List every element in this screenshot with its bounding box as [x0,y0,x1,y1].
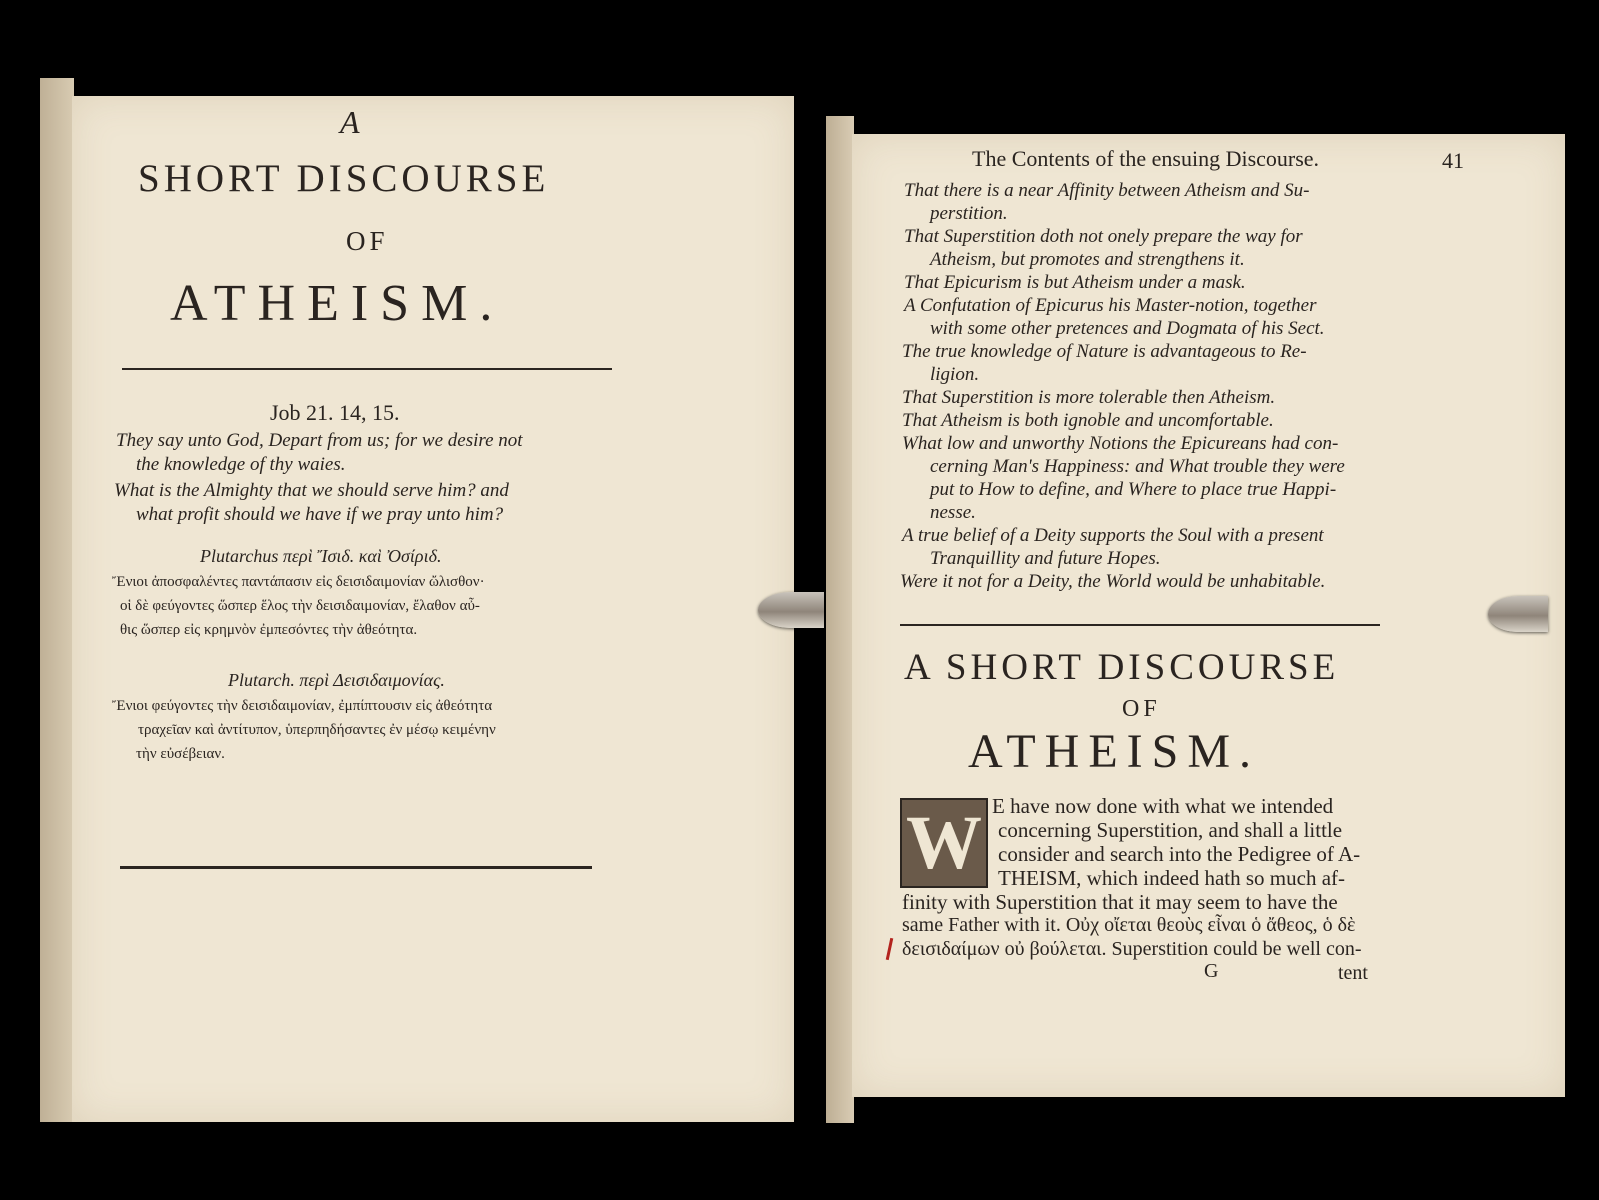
contents-line: A Confutation of Epicurus his Master-notion, together [904,295,1317,316]
contents-line: Atheism, but promotes and strengthens it. [930,249,1245,270]
top-rule [122,368,612,370]
body-line: δεισιδαίμων οὐ βούλεται. Superstition could be well con- [902,938,1362,960]
contents-line: cerning Man's Happiness: and What trouble they were [930,456,1345,477]
right-page-gutter [826,116,854,1123]
contents-line: A true belief of a Deity supports the Soul with a present [902,525,1324,546]
page-tab-marker [758,592,824,628]
body-line: same Father with it. Οὐχ οἴεται θεοὺς εἶναι ὁ ἄθεος, ὁ δὲ [902,914,1356,936]
contents-line: That Superstition doth not onely prepare the way for [904,226,1303,247]
left-page-gutter [40,78,74,1122]
contents-line: ligion. [930,364,980,385]
contents-line: Tranquillity and future Hopes. [930,548,1161,569]
bottom-rule [120,866,592,869]
contents-line: with some other pretences and Dogmata of his Sect. [930,318,1325,339]
greek-quote-line: Ἔνιοι φεύγοντες τὴν δεισιδαιμονίαν, ἐμπίπτουσιν εἰς ἀθεότητα [112,698,493,714]
contents-line: Were it not for a Deity, the World would be unhabitable. [900,571,1326,592]
page-tab-marker [1488,596,1548,632]
contents-line: That Superstition is more tolerable then Atheism. [902,387,1276,408]
catchword: tent [1338,962,1368,984]
title-of: OF [346,226,389,256]
greek-quote-line: θις ὥσπερ εἰς κρημνὸν ἐμπεσόντες τὴν ἀθεότητα. [120,622,418,638]
body-line: finity with Superstition that it may seem to have the [902,890,1338,914]
contents-line: That Epicurism is but Atheism under a mask. [904,272,1246,293]
plutarch-reference: Plutarchus περὶ Ἴσιδ. καὶ Ὀσίριδ. [200,546,442,566]
contents-line: put to How to define, and Where to place true Happi- [930,479,1337,500]
page-number: 41 [1442,148,1464,173]
section-title-short-discourse: A SHORT DISCOURSE [904,647,1340,688]
section-rule [900,624,1380,626]
body-line: consider and search into the Pedigree of A- [998,842,1361,866]
contents-line: The true knowledge of Nature is advantageous to Re- [902,341,1307,362]
drop-cap: W [900,798,988,888]
job-reference: Job 21. 14, 15. [270,400,400,425]
signature-mark: G [1204,960,1219,982]
body-line: concerning Superstition, and shall a little [998,818,1343,842]
title-atheism: ATHEISM. [170,275,505,332]
right-page [852,134,1565,1097]
contents-line: What low and unworthy Notions the Epicureans had con- [902,433,1339,454]
greek-quote-line: Ἔνιοι ἀποσφαλέντες παντάπασιν εἰς δεισιδαιμονίαν ὤλισθον· [112,574,485,590]
job-quote-line: the knowledge of thy waies. [136,454,346,475]
contents-line: That there is a near Affinity between Atheism and Su- [904,180,1310,201]
contents-line: perstition. [930,203,1008,224]
left-page [72,96,794,1122]
plutarch-reference: Plutarch. περὶ Δεισιδαιμονίας. [228,670,445,690]
greek-quote-line: τραχεῖαν καὶ ἀντίτυπον, ὑπερπηδήσαντες ἐν μέσῳ κειμένην [138,722,496,738]
running-head: The Contents of the ensuing Discourse. [972,146,1320,171]
section-title-of: OF [1122,696,1161,722]
section-title-atheism: ATHEISM. [968,725,1261,778]
contents-line: nesse. [930,502,976,523]
body-line: E have now done with what we intended [992,794,1334,818]
red-pen-mark [886,938,894,960]
title-short-discourse: SHORT DISCOURSE [138,157,550,200]
job-quote-line: what profit should we have if we pray unto him? [136,504,504,525]
title-a: A [340,104,360,140]
job-quote-line: What is the Almighty that we should serve him? and [114,480,509,501]
greek-quote-line: τὴν εὐσέβειαν. [136,746,225,762]
body-line: THEISM, which indeed hath so much af- [998,866,1346,890]
greek-quote-line: οἱ δὲ φεύγοντες ὥσπερ ἕλος τὴν δεισιδαιμονίαν, ἔλαθον αὖ- [120,598,480,614]
contents-line: That Atheism is both ignoble and uncomfortable. [902,410,1274,431]
job-quote-line: They say unto God, Depart from us; for we desire not [116,430,523,451]
